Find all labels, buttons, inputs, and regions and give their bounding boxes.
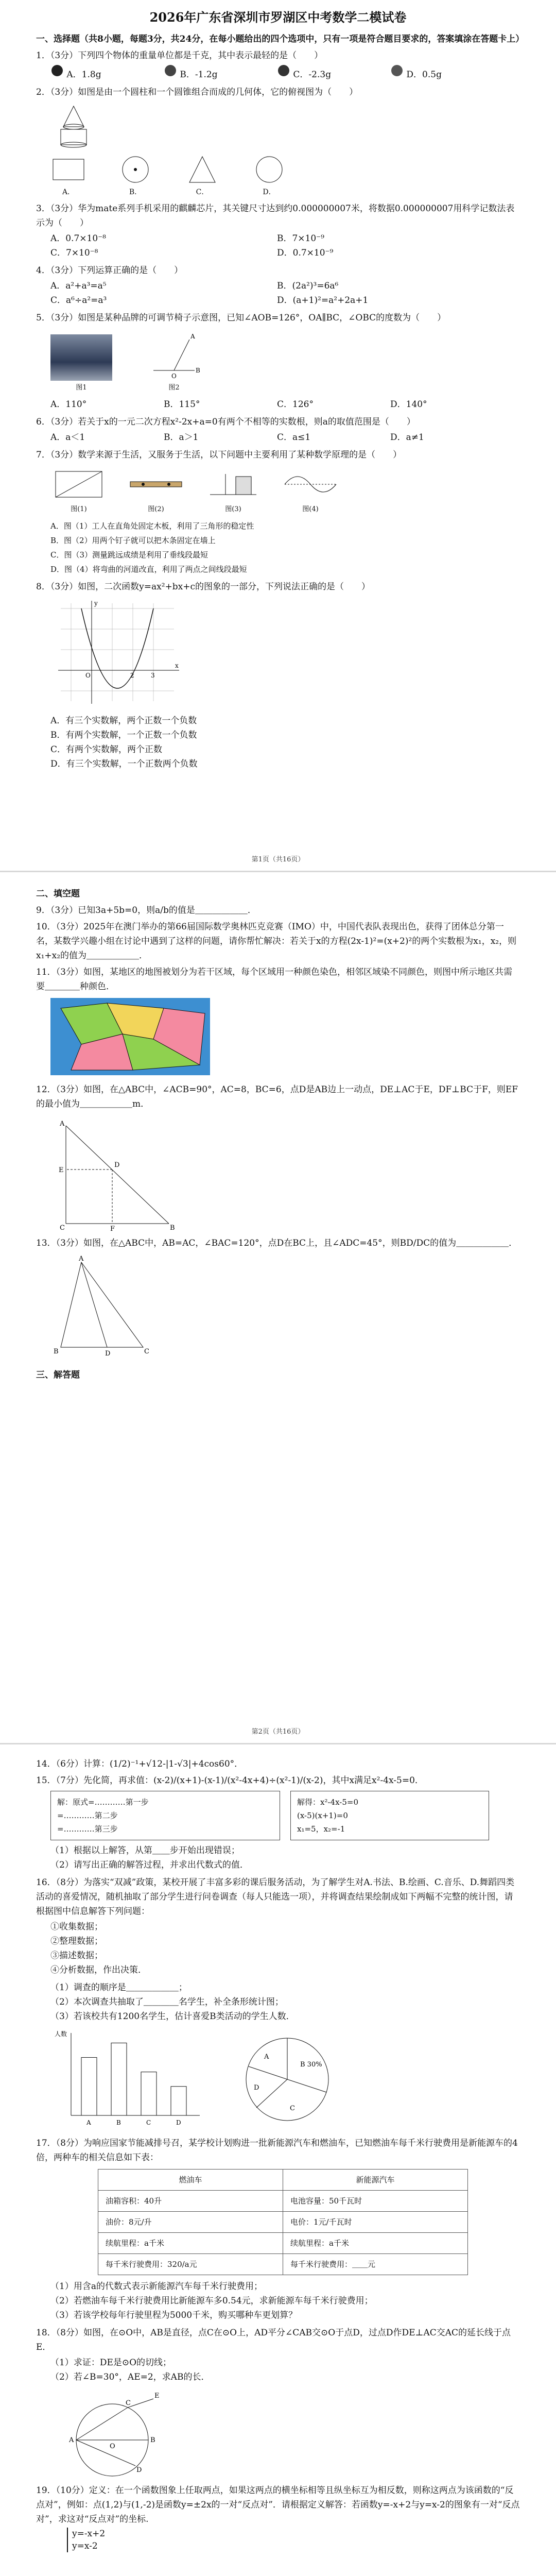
- q2-option-c: C．: [184, 154, 220, 199]
- q3-option-b: B．7×10⁻⁹: [277, 233, 324, 244]
- svg-text:C: C: [290, 2105, 295, 2112]
- page-3: [0, 1744, 556, 2576]
- question-3-options: [50, 231, 520, 260]
- question-6-options: [50, 430, 520, 445]
- ball-icon: [164, 64, 177, 77]
- parabola-graph: [50, 598, 184, 711]
- bar: [171, 2087, 186, 2115]
- q2-solid-figure: [50, 104, 520, 150]
- question-11: 11．（3分）如图，某地区的地图被划分为若干区域，每个区域用一种颜色染色，相邻区域染不同颜色，则图中所示地区共需要＿＿＿＿种颜色．: [36, 967, 512, 992]
- bar-label: C: [146, 2119, 151, 2126]
- svg-text:D: D: [136, 2466, 142, 2474]
- svg-text:C: C: [144, 1348, 149, 1355]
- svg-text:C: C: [126, 2399, 131, 2407]
- svg-text:A: A: [190, 333, 195, 340]
- region-map: [50, 998, 210, 1075]
- q15-work-boxes: [50, 1791, 520, 1840]
- triangle-figure-q12: [50, 1115, 184, 1234]
- table-row: [98, 2212, 468, 2233]
- question-5-options: [50, 397, 520, 412]
- q8-option-d: D．有三个实数解，一个正数两个负数: [50, 759, 198, 769]
- svg-text:B: B: [150, 2436, 155, 2444]
- svg-text:O: O: [171, 372, 177, 380]
- q3-option-c: C．7×10⁻⁸: [50, 248, 98, 258]
- river-figure: [282, 466, 339, 502]
- question-19: 19．（10分）定义：在一个函数图象上任取两点，如果这两点的横坐标相等且纵坐标互为相反数，则称这两点为该函数的“反点对”，例如：点(1,2)与(1,-2)是函数y=±2x的一对“反点对”．请根据定义解答：若函数y=-x+2与y=x-2的图象有一对“反点对”，求这对“反点对”的坐标.: [36, 2485, 520, 2524]
- q1-option-d: D．0.5g: [390, 64, 503, 82]
- triangle-figure-q13: [50, 1255, 153, 1358]
- q12-figure: [50, 1115, 520, 1234]
- table-cell: 电池容量：50千瓦时: [283, 2191, 468, 2212]
- section-1-heading: 一、选择题（共8小题，每题3分，共24分，在每小题给出的四个选项中，只有一项是符合题目要求的，答案填涂在答题卡上）: [36, 34, 525, 44]
- question-8-options: [50, 714, 520, 771]
- svg-text:E: E: [59, 1166, 64, 1174]
- table-cell: 每千米行驶费用：320/a元: [98, 2254, 283, 2275]
- q15-equation-box: 解得：x²-4x-5=0 (x-5)(x+1)=0 x₁=5，x₂=-1: [290, 1791, 489, 1840]
- table-cell: 续航里程：a千米: [283, 2233, 468, 2254]
- table-row: [98, 2170, 468, 2191]
- bar: [141, 2072, 157, 2115]
- question-15: 15．（7分）先化简，再求值：(x-2)/(x+1)-(x-1)/(x²-4x+4)÷(x²-1)/(x-2)，其中x满足x²-4x-5=0．: [36, 1775, 424, 1786]
- table-cell: 油箱容积：40升: [98, 2191, 283, 2212]
- question-1: 1．（3分）下列四个物体的重量单位都是千克，其中表示最轻的是（ ）: [36, 50, 323, 61]
- exam-title: 2026年广东省深圳市罗湖区中考数学二模试卷: [149, 10, 407, 25]
- svg-text:3: 3: [151, 672, 155, 679]
- q16-subquestions: （1）调查的顺序是＿＿＿＿＿＿； （2）本次调查共抽取了＿＿＿＿名学生，补全条形统计图； （3）若该校共有1200名学生，估计喜爱B类活动的学生人数．: [50, 1982, 295, 2022]
- q7-option-a: A．图（1）工人在直角处固定木板，利用了三角形的稳定性: [50, 521, 254, 531]
- question-5: 5．（3分）如图是某种品牌的可调节椅子示意图，已知∠AOB=126°，OA∥BC，∠OBC的度数为（ ）: [36, 313, 446, 323]
- table-cell: 续航里程：a千米: [98, 2233, 283, 2254]
- q7-figures: 图(1) 图(2) 图(3) 图(4): [50, 466, 520, 517]
- table-cell: 燃油车: [98, 2170, 283, 2191]
- chair-photo: [50, 334, 112, 381]
- q17-subquestions: （1）用含a的代数式表示新能源汽车每千米行驶费用； （2）若燃油车每千米行驶费用比新能源车多0.54元，求新能源车每千米行驶费用； （3）若该学校每年行驶里程为5000千米，购买哪种车更划算？: [50, 2281, 373, 2320]
- question-8: 8．（3分）如图，二次函数y=ax²+bx+c的图象的一部分，下列说法正确的是（ ）: [36, 582, 370, 592]
- q8-figure: [50, 598, 520, 711]
- question-18: 18．（8分）如图，在⊙O中，AB是直径，点C在⊙O上，AD平分∠CAB交⊙O于点D，过点D作DE⊥AC交AC的延长线于点E．: [36, 2328, 511, 2352]
- section-3-heading: 三、解答题: [36, 1370, 80, 1380]
- q6-option-d: D．a≠1: [390, 432, 424, 443]
- q1-option-b: B．-1.2g: [164, 64, 277, 82]
- question-2: 2．（3分）如图是由一个圆柱和一个圆锥组合而成的几何体，它的俯视图为（ ）: [36, 87, 358, 97]
- svg-text:O: O: [85, 672, 91, 679]
- q4-option-d: D．(a+1)²=a²+2a+1: [277, 295, 369, 306]
- q15-solution-box: 解：原式=…………第一步 =…………第二步 =…………第三步: [50, 1791, 280, 1840]
- q3-option-a: A．0.7×10⁻⁸: [50, 233, 106, 244]
- q15-subquestions: （1）根据以上解答，从第＿＿步开始出现错误； （2）请写出正确的解答过程，并求出代数式的值．: [50, 1845, 249, 1870]
- svg-text:A: A: [69, 2436, 74, 2444]
- q7-option-c: C．图（3）测量跳远成绩是利用了垂线段最短: [50, 550, 208, 560]
- question-14: 14．（6分）计算：(1/2)⁻¹+√12-|1-√3|+4cos60°．: [36, 1759, 244, 1769]
- table-cell: 新能源汽车: [283, 2170, 468, 2191]
- q5-option-d: D．140°: [390, 399, 427, 410]
- q5-option-c: C．126°: [277, 399, 314, 410]
- q7-option-d: D．图（4）将弯曲的河道改直，利用了两点之间线段最短: [50, 565, 247, 574]
- q5-option-b: B．115°: [164, 399, 200, 410]
- bar: [111, 2043, 127, 2115]
- bar-label: A: [86, 2119, 91, 2126]
- page-footer: 第1页（共16页）: [251, 856, 305, 863]
- svg-text:D: D: [105, 1350, 111, 1358]
- q4-option-c: C．a⁶÷a²=a³: [50, 295, 107, 306]
- cone-cylinder-figure: [50, 104, 97, 150]
- q8-option-b: B．有两个实数解，一个正数一个负数: [50, 730, 197, 740]
- q4-option-b: B．(2a²)³=6a⁶: [277, 281, 339, 291]
- svg-text:B: B: [196, 367, 200, 374]
- svg-text:A: A: [60, 1120, 65, 1128]
- q19-system: y=-x+2 y=x-2: [67, 2528, 520, 2552]
- question-13: 13．（3分）如图，在△ABC中，AB=AC，∠BAC=120°，点D在BC上，且∠ADC=45°，则BD/DC的值为＿＿＿＿＿＿．: [36, 1238, 518, 1248]
- section-2-heading: 二、填空题: [36, 889, 80, 899]
- nail-figure: [128, 466, 184, 502]
- q6-option-c: C．a≤1: [277, 432, 311, 443]
- table-cell: 每千米行驶费用：＿＿元: [283, 2254, 468, 2275]
- table-row: [98, 2233, 468, 2254]
- q8-option-c: C．有两个实数解，两个正数: [50, 744, 163, 755]
- question-16: 16．（8分）为落实“双减”政策，某校开展了丰富多彩的课后服务活动，为了解学生对A.书法、B.绘画、C.音乐、D.舞蹈四类活动的喜爱情况，随机抽取了部分学生进行问卷调查（每人只能选一项），并将调查结果绘制成如下两幅不完整的统计图，请根据图中信息解答下列问题：: [36, 1877, 515, 1917]
- q18-figure: [50, 2388, 520, 2481]
- q6-option-b: B．a＞1: [164, 432, 199, 443]
- svg-text:B 30%: B 30%: [300, 2061, 322, 2069]
- question-9: 9．（3分）已知3a+5b=0，则a/b的值是＿＿＿＿＿＿．: [36, 905, 256, 916]
- svg-text:E: E: [154, 2392, 160, 2400]
- pie-chart: [236, 2028, 339, 2131]
- q16-steps: ①收集数据； ②整理数据； ③描述数据； ④分析数据，作出决策．: [50, 1922, 147, 1975]
- q8-option-a: A．有三个实数解，两个正数一个负数: [50, 716, 197, 726]
- q2-option-b: B．: [117, 154, 153, 199]
- circle-figure: [50, 2388, 174, 2481]
- svg-text:A: A: [79, 1255, 84, 1263]
- svg-text:D: D: [114, 1161, 120, 1169]
- q1-option-c: C．-2.3g: [277, 64, 390, 82]
- question-4: 4．（3分）下列运算正确的是（ ）: [36, 265, 183, 276]
- q17-table: [98, 2169, 468, 2275]
- question-12: 12．（3分）如图，在△ABC中，∠ACB=90°，AC=8，BC=6，点D是AB边上一动点，DE⊥AC于E，DF⊥BC于F，则EF的最小值为＿＿＿＿＿＿m．: [36, 1084, 518, 1109]
- question-3: 3．（3分）华为mate系列手机采用的麒麟芯片，其关键尺寸达到约0.000000007米，将数据0.000000007用科学记数法表示为（ ）: [36, 204, 515, 228]
- page-footer: 第2页（共16页）: [251, 1728, 305, 1736]
- q2-options: [50, 154, 520, 199]
- q13-figure: [50, 1255, 520, 1358]
- q5-figures: 图1 O A B 图2: [50, 329, 520, 395]
- svg-text:D: D: [254, 2084, 259, 2092]
- table-row: [98, 2191, 468, 2212]
- q4-option-a: A．a²+a³=a⁵: [50, 281, 107, 291]
- q11-figure: [50, 998, 520, 1075]
- svg-text:F: F: [110, 1225, 115, 1233]
- bar: [81, 2058, 97, 2116]
- question-7-options: [50, 519, 520, 577]
- question-6: 6．（3分）若关于x的一元二次方程x²-2x+a=0有两个不相等的实数根，则a的取值范围是（ ）: [36, 417, 415, 427]
- q3-option-d: D．0.7×10⁻⁹: [277, 248, 334, 258]
- bar-chart: [50, 2028, 205, 2131]
- q16-charts: [50, 2028, 520, 2131]
- svg-text:y: y: [94, 600, 98, 607]
- svg-text:2: 2: [130, 672, 134, 679]
- q2-option-d: D．: [251, 154, 287, 199]
- ball-icon: [277, 64, 290, 77]
- svg-text:O: O: [110, 2443, 115, 2450]
- svg-text:C: C: [60, 1224, 65, 1232]
- bar-label: D: [176, 2119, 181, 2126]
- table-cell: 油价：8元/升: [98, 2212, 283, 2233]
- question-7: 7．（3分）数学来源于生活，又服务于生活，以下问题中主要利用了某种数学原理的是（ ）: [36, 450, 402, 460]
- table-cell: 电价：1元/千瓦时: [283, 2212, 468, 2233]
- question-4-options: [50, 279, 520, 308]
- svg-text:B: B: [54, 1348, 59, 1355]
- long-jump-figure: [205, 466, 262, 502]
- ball-icon: [50, 64, 64, 77]
- chair-diagram: [143, 329, 205, 381]
- ball-icon: [390, 64, 404, 77]
- q1-option-a: A．1.8g: [50, 64, 164, 82]
- question-10: 10．（3分）2025年在澳门举办的第66届国际数学奥林匹克竞赛（IMO）中，中国代表队表现出色，获得了团体总分第一名，某数学兴趣小组在讨论中遇到了这样的问题，请你帮忙解决：若关于x的方程(2x-1)²=(x+2)²的两个实数根为x₁，x₂，则x₁+x₂的值为＿＿＿＿＿＿．: [36, 922, 517, 961]
- svg-text:A: A: [264, 2053, 269, 2061]
- svg-text:人数: 人数: [55, 2030, 67, 2038]
- q6-option-a: A．a＜1: [50, 432, 85, 443]
- page-1: [0, 0, 556, 871]
- q2-option-a: A．: [50, 154, 86, 199]
- svg-text:x: x: [175, 662, 179, 669]
- q5-option-a: A．110°: [50, 399, 87, 410]
- svg-text:B: B: [170, 1224, 175, 1232]
- frame-figure: [50, 466, 107, 502]
- page-2: [0, 872, 556, 1743]
- table-row: [98, 2254, 468, 2275]
- question-1-options: [50, 64, 520, 82]
- bar-label: B: [116, 2119, 121, 2126]
- question-17: 17．（8分）为响应国家节能减排号召，某学校计划购进一批新能源汽车和燃油车，已知燃油车每千米行驶费用是新能源车的4倍，两种车的相关信息如下表：: [36, 2138, 518, 2163]
- q7-option-b: B．图（2）用两个钉子就可以把木条固定在墙上: [50, 536, 216, 545]
- q18-subquestions: （1）求证：DE是⊙O的切线； （2）若∠B=30°，AE=2，求AB的长．: [50, 2358, 210, 2382]
